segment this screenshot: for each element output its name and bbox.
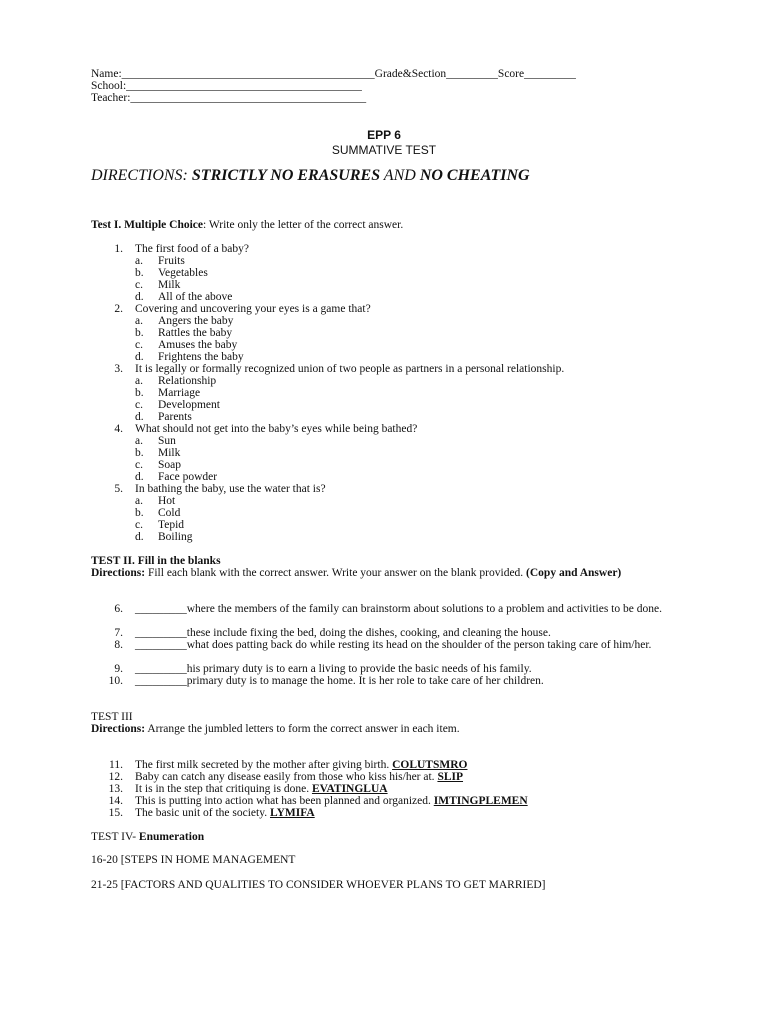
- option-letter: c.: [135, 519, 143, 531]
- general-directions: [91, 167, 530, 184]
- option-letter: a.: [135, 375, 143, 387]
- test2-directions-text: Fill each blank with the correct answer. Write your answer on the blank provided.: [145, 567, 527, 579]
- subject-title: EPP 6: [367, 128, 401, 142]
- answer-option: [91, 531, 691, 543]
- option-letter: b.: [135, 447, 144, 459]
- answer-option: [91, 507, 691, 519]
- answer-option: [91, 387, 691, 399]
- jumbled-word: COLUTSMRO: [392, 759, 468, 771]
- answer-option: [91, 291, 691, 303]
- option-text: Parents: [158, 411, 192, 423]
- option-letter: d.: [135, 351, 144, 363]
- enumeration-1: 16-20 [STEPS IN HOME MANAGEMENT: [91, 854, 296, 866]
- option-text: Hot: [158, 495, 176, 507]
- question-item: [91, 483, 691, 495]
- test4-title-bold: Enumeration: [138, 831, 205, 843]
- name-grade-score-line: Name:____________________________________________Grade&Section_________Score_________: [91, 68, 576, 80]
- directions-lead: DIRECTIONS:: [91, 167, 192, 184]
- test1-heading: [91, 219, 691, 231]
- option-letter: d.: [135, 291, 144, 303]
- item-number: 10.: [108, 675, 123, 687]
- option-text: Milk: [158, 447, 181, 459]
- item-text: _________his primary duty is to earn a living to provide the basic needs of his family.: [135, 663, 532, 675]
- item-prompt: The first milk secreted by the mother after giving birth.: [135, 759, 393, 771]
- enumeration-2: 21-25 [FACTORS AND QUALITIES TO CONSIDER WHOEVER PLANS TO GET MARRIED]: [91, 879, 546, 891]
- item-text: _________these include fixing the bed, doing the dishes, cooking, and cleaning the house.: [135, 627, 551, 639]
- option-letter: c.: [135, 459, 143, 471]
- answer-option: [91, 315, 691, 327]
- answer-option: [91, 495, 691, 507]
- test2-items: [91, 603, 691, 687]
- jumbled-word-item: [91, 759, 691, 771]
- jumbled-word-item: [91, 783, 691, 795]
- option-text: Frightens the baby: [158, 351, 244, 363]
- answer-option: [91, 267, 691, 279]
- question-number: 5.: [114, 483, 123, 495]
- item-number: 12.: [108, 771, 123, 783]
- item-text: [135, 807, 315, 819]
- school-line: School:_________________________________________: [91, 80, 362, 92]
- answer-option: [91, 375, 691, 387]
- option-text: Development: [158, 399, 220, 411]
- option-letter: b.: [135, 387, 144, 399]
- option-letter: d.: [135, 411, 144, 423]
- jumbled-word-item: [91, 771, 691, 783]
- test4-title: TEST IV-: [91, 831, 139, 843]
- question-text: The first food of a baby?: [135, 243, 250, 255]
- option-text: Rattles the baby: [158, 327, 233, 339]
- test1-title: Test I. Multiple Choice: [91, 219, 204, 231]
- option-letter: a.: [135, 495, 143, 507]
- option-letter: d.: [135, 531, 144, 543]
- fill-blank-item: [91, 639, 691, 663]
- item-text: _________primary duty is to manage the home. It is her role to take care of her children.: [135, 675, 544, 687]
- fill-blank-item: [91, 663, 691, 675]
- question-number: 2.: [114, 303, 123, 315]
- answer-option: [91, 279, 691, 291]
- question-text: It is legally or formally recognized union of two people as partners in a personal relationship.: [135, 363, 565, 375]
- item-text: [135, 783, 388, 795]
- option-text: Boiling: [158, 531, 193, 543]
- item-prompt: Baby can catch any disease easily from those who kiss his/her at.: [135, 771, 438, 783]
- item-prompt: It is in the step that critiquing is done.: [135, 783, 312, 795]
- option-text: Soap: [158, 459, 181, 471]
- jumbled-word: SLIP: [437, 771, 464, 783]
- question-text: What should not get into the baby’s eyes while being bathed?: [135, 423, 418, 435]
- test3-heading: TEST III: [91, 711, 133, 723]
- option-text: Face powder: [158, 471, 218, 483]
- item-prompt: The basic unit of the society.: [135, 807, 270, 819]
- answer-option: [91, 519, 691, 531]
- answer-option: [91, 459, 691, 471]
- item-text: [135, 759, 467, 771]
- jumbled-word: EVATINGLUA: [311, 783, 388, 795]
- item-text: [135, 795, 528, 807]
- directions-and: AND: [380, 167, 420, 184]
- answer-option: [91, 399, 691, 411]
- answer-option: [91, 351, 691, 363]
- answer-option: [91, 339, 691, 351]
- teacher-line: Teacher:_________________________________________: [91, 92, 367, 104]
- item-number: 7.: [114, 627, 123, 639]
- answer-option: [91, 471, 691, 483]
- option-text: Relationship: [158, 375, 217, 387]
- question-number: 1.: [114, 243, 123, 255]
- option-text: Tepid: [158, 519, 185, 531]
- jumbled-word: IMTINGPLEMEN: [433, 795, 528, 807]
- option-text: Amuses the baby: [158, 339, 238, 351]
- answer-option: [91, 255, 691, 267]
- question-item: [91, 363, 691, 375]
- option-letter: c.: [135, 399, 143, 411]
- option-letter: d.: [135, 471, 144, 483]
- option-letter: a.: [135, 435, 143, 447]
- option-text: Fruits: [158, 255, 185, 267]
- option-letter: b.: [135, 267, 144, 279]
- test2-directions-label: Directions:: [91, 567, 146, 579]
- fill-blank-item: [91, 675, 691, 687]
- option-letter: a.: [135, 315, 143, 327]
- student-info-header: [91, 68, 576, 104]
- option-text: Vegetables: [158, 267, 208, 279]
- option-letter: c.: [135, 279, 143, 291]
- item-number: 14.: [108, 795, 123, 807]
- option-text: All of the above: [158, 291, 233, 303]
- fill-blank-item: [91, 627, 691, 639]
- item-prompt: This is putting into action what has been planned and organized.: [135, 795, 434, 807]
- option-text: Angers the baby: [158, 315, 234, 327]
- jumbled-word-item: [91, 807, 691, 819]
- test3-items: [91, 759, 691, 819]
- test3-directions-label: Directions:: [91, 723, 146, 735]
- option-text: Milk: [158, 279, 181, 291]
- directions-no-erasures: STRICTLY NO ERASURES: [191, 167, 381, 184]
- test4-heading: [91, 831, 691, 843]
- test3-directions-text: Arrange the jumbled letters to form the correct answer in each item.: [145, 723, 460, 735]
- test-title: SUMMATIVE TEST: [331, 143, 437, 157]
- test2-directions: [91, 567, 691, 579]
- item-text: _________where the members of the family can brainstorm about solutions to a problem and activities to be done.: [135, 603, 662, 615]
- answer-option: [91, 327, 691, 339]
- question-number: 4.: [114, 423, 123, 435]
- option-letter: c.: [135, 339, 143, 351]
- test1-questions: [91, 243, 691, 543]
- item-text: _________what does patting back do while resting its head on the shoulder of the person taking care of him/her.: [135, 639, 652, 651]
- answer-option: [91, 435, 691, 447]
- test3-directions: [91, 723, 691, 735]
- question-text: In bathing the baby, use the water that is?: [135, 483, 326, 495]
- test2-directions-bold: (Copy and Answer): [526, 567, 622, 579]
- answer-option: [91, 447, 691, 459]
- item-number: 6.: [114, 603, 123, 615]
- item-number: 8.: [114, 639, 123, 651]
- item-text: [135, 771, 463, 783]
- question-text: Covering and uncovering your eyes is a game that?: [135, 303, 371, 315]
- option-letter: b.: [135, 507, 144, 519]
- question-item: [91, 303, 691, 315]
- question-item: [91, 243, 691, 255]
- test1-instruction: : Write only the letter of the correct answer.: [203, 219, 404, 231]
- test2-heading: TEST II. Fill in the blanks: [91, 555, 221, 567]
- option-text: Marriage: [158, 387, 201, 399]
- item-number: 15.: [108, 807, 123, 819]
- answer-option: [91, 411, 691, 423]
- option-letter: a.: [135, 255, 143, 267]
- item-number: 11.: [109, 759, 123, 771]
- option-text: Sun: [158, 435, 176, 447]
- question-number: 3.: [114, 363, 123, 375]
- item-number: 9.: [114, 663, 123, 675]
- question-item: [91, 423, 691, 435]
- jumbled-word: LYMIFA: [269, 807, 315, 819]
- fill-blank-item: [91, 603, 691, 627]
- option-letter: b.: [135, 327, 144, 339]
- option-text: Cold: [158, 507, 181, 519]
- directions-no-cheating: NO CHEATING: [419, 167, 530, 184]
- jumbled-word-item: [91, 795, 691, 807]
- item-number: 13.: [108, 783, 123, 795]
